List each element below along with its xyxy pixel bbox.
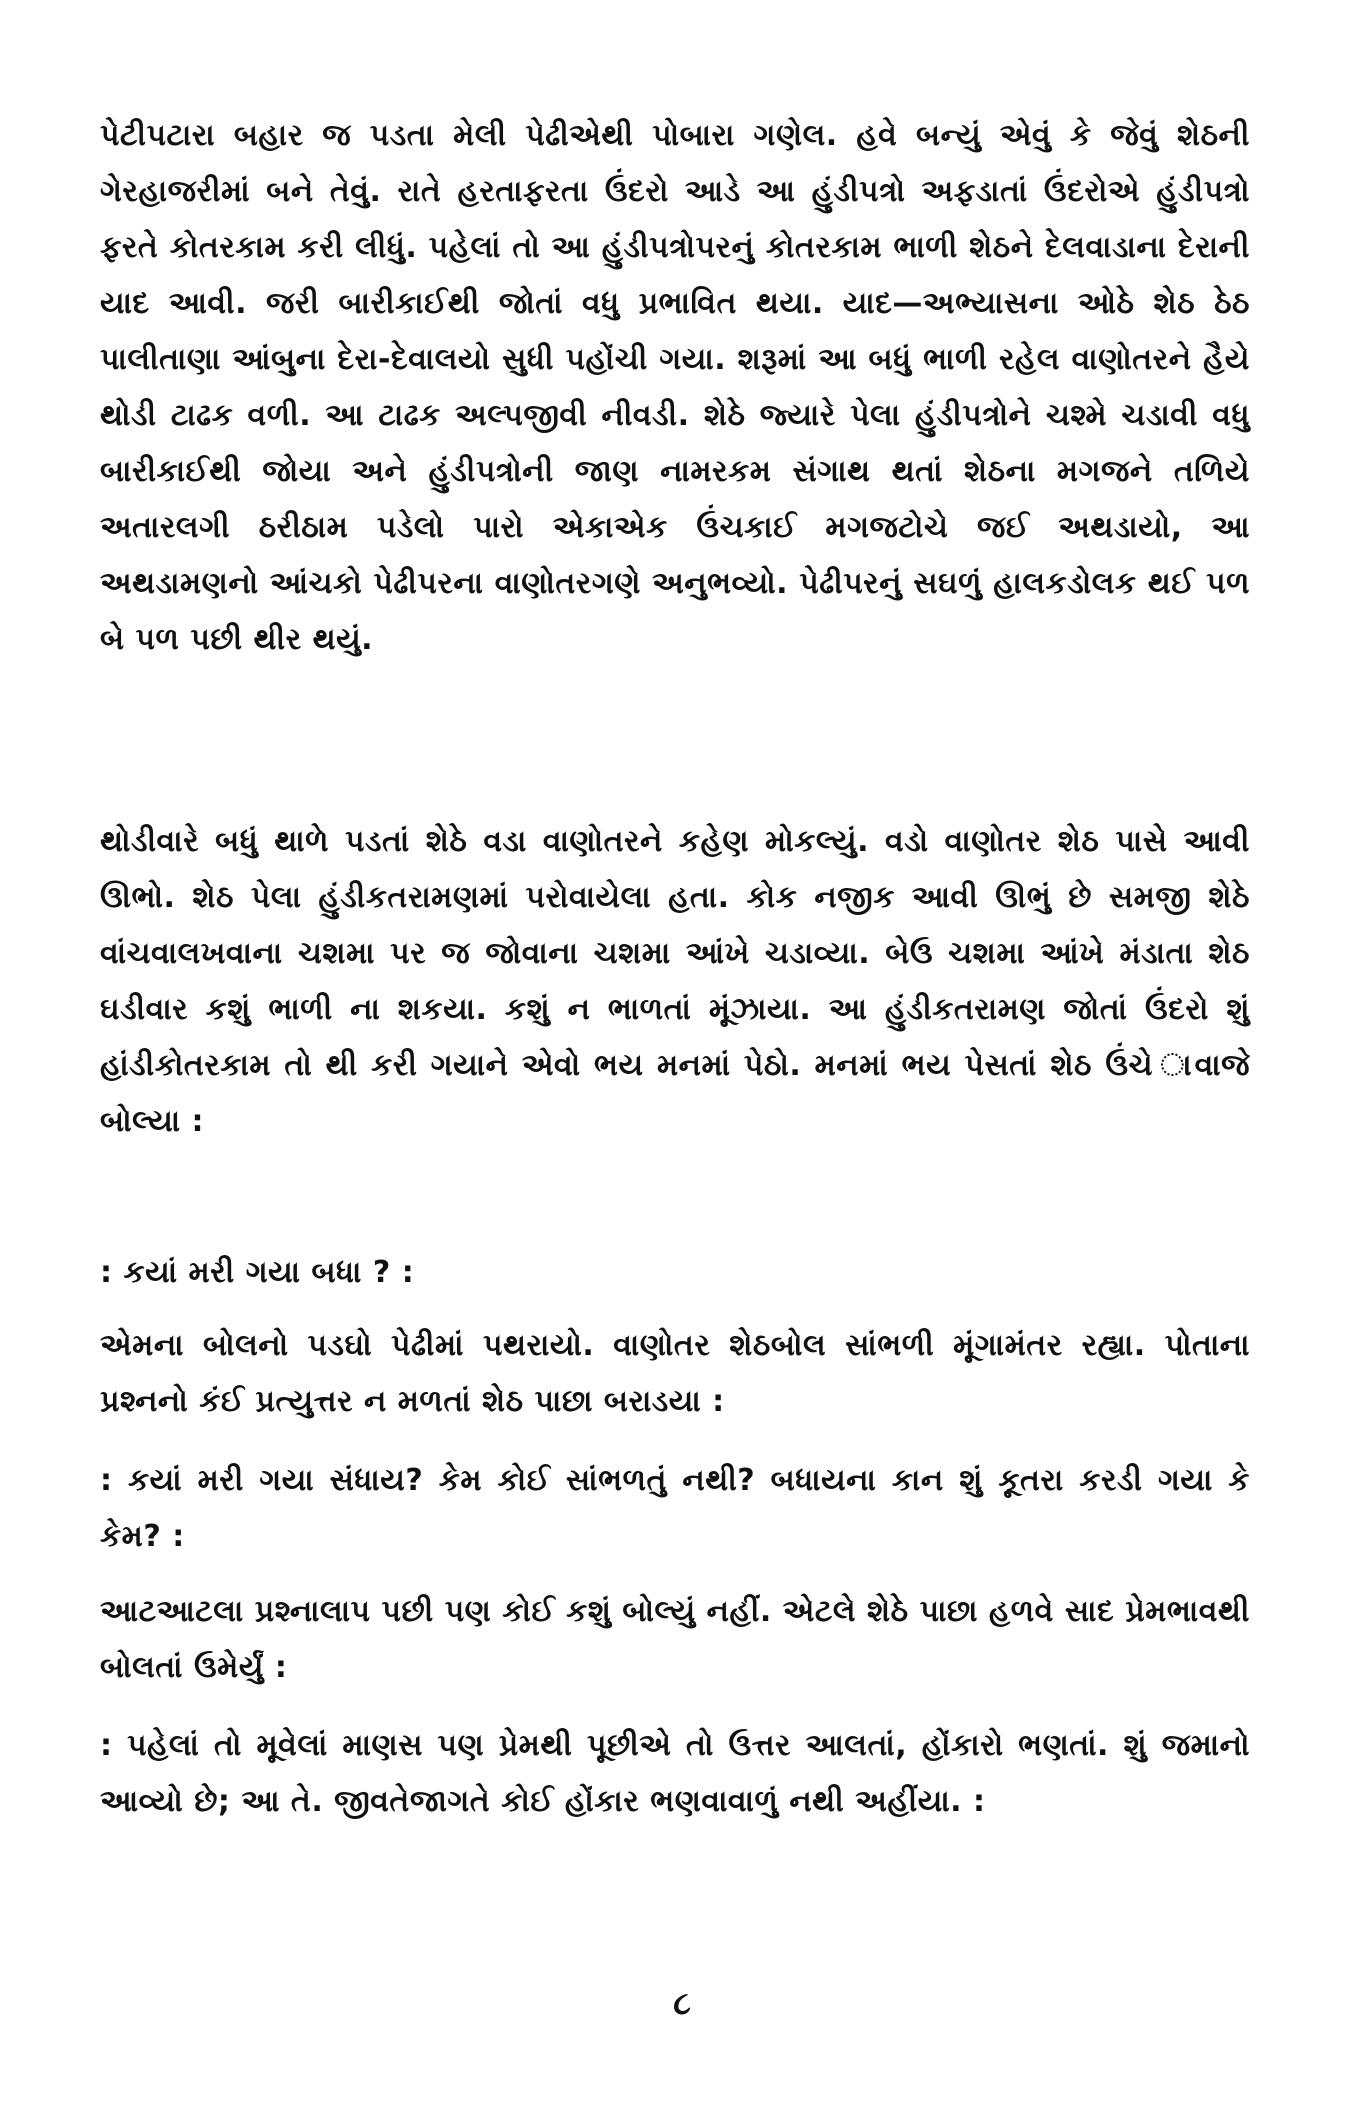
dialogue-line-3: : પહેલાં તો મૂવેલાં માણસ પણ પ્રેમથી પૂછીએ તો ઉત્તર આલતાં, હોંકારો ભણતાં. શું જમાનો આવ્યો છે; આ તે. જીવતેજાગતે કોઈ હોંકાર ભણવાવાળું નથી અહીંયા. :	[100, 1728, 1250, 1819]
paragraph-3: એમના બોલનો પડઘો પેઢીમાં પથરાયો. વાણોતર શેઠબોલ સાંભળી મૂંગામંતર રહ્યા. પોતાના પ્રશ્નનો કંઈ પ્રત્યુત્તર ન મળતાં શેઠ પાછા બરાડયા :	[100, 1328, 1250, 1419]
paragraph-1: પેટીપટારા બહાર જ પડતા મેલી પેઢીએથી પોબારા ગણેલ. હવે બન્યું એવું કે જેવું શેઠની ગેરહાજરીમાં બને તેવું. રાતે હરતાફરતા ઉંદરો આડે આ હુંડીપત્રો અફડાતાં ઉંદરોએ હુંડીપત્રો ફરતે કોતરકામ કરી લીધું. પહેલાં તો આ હુંડીપત્રોપરનું કોતરકામ ભાળી શેઠને દેલવાડાના દેરાની યાદ આવી. જરી બારીકાઈથી જોતાં વધુ પ્રભાવિત થયા. યાદ—અભ્યાસના ઓઠે શેઠ ઠેઠ પાલીતાણા આંબુના દેરા-દેવાલયો સુધી પહોંચી ગયા. શરૂમાં આ બધું ભાળી રહેલ વાણોતરને હૈયે થોડી ટાઢક વળી. આ ટાઢક અલ્પજીવી નીવડી. શેઠે જ્યારે પેલા હુંડીપત્રોને ચશ્મે ચડાવી વધુ બારીકાઈથી જોયા અને હુંડીપત્રોની જાણ નામરકમ સંગાથ થતાં શેઠના મગજને તળિયે અતારલગી ઠરીઠામ પડેલો પારો એકાએક ઉંચકાઈ મગજટોચે જઈ અથડાયો, આ અથડામણનો આંચકો પેઢીપરના વાણોતરગણે અનુભવ્યો. પેઢીપરનું સઘળું હાલકડોલક થઈ પળ બે પળ પછી થીર થયું.	[100, 118, 1250, 657]
paragraph-2: થોડીવારે બધું થાળે પડતાં શેઠે વડા વાણોતરને કહેણ મોકલ્યું. વડો વાણોતર શેઠ પાસે આવી ઊભો. શેઠ પેલા હુંડીકતરામણમાં પરોવાયેલા હતા. કોક નજીક આવી ઊભું છે સમજી શેઠે વાંચવાલખવાના ચશમા પર જ જોવાના ચશમા આંખે ચડાવ્યા. બેઉ ચશમા આંખે મંડાતા શેઠ ઘડીવાર કશું ભાળી ના શકયા. કશું ન ભાળતાં મૂંઝાયા. આ હુંડીકતરામણ જોતાં ઉંદરો શું હાંડીકોતરકામ તો થી કરી ગયાને એવો ભય મનમાં પેઠો. મનમાં ભય પેસતાં શેઠ ઉંચે ાવાજે બોલ્યા :	[100, 824, 1250, 1139]
dialogue-line-2: : કયાં મરી ગયા સંધાય? કેમ કોઈ સાંભળતું નથી? બધાયના કાન શું કૂતરા કરડી ગયા કે કેમ? :	[100, 1463, 1250, 1554]
paragraph-4: આટઆટલા પ્રશ્નાલાપ પછી પણ કોઈ કશું બોલ્યું નહીં. એટલે શેઠે પાછા હળવે સાદ પ્રેમભાવથી બોલતાં ઉમેર્યું :	[100, 1594, 1250, 1685]
page-number: ૮	[673, 1984, 691, 2022]
dialogue-line-1: : કયાં મરી ગયા બધા ? :	[100, 1255, 415, 1290]
